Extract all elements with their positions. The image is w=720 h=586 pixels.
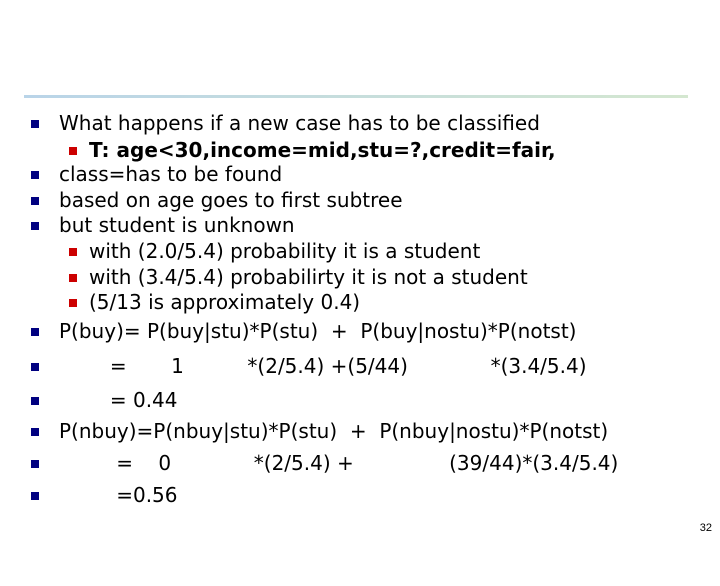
formula-line xyxy=(0,353,587,379)
formula-text: =0.56 xyxy=(59,483,178,507)
square-bullet-icon xyxy=(69,274,77,282)
formula-text: P(nbuy)=P(nbuy|stu)*P(stu) + P(nbuy|nostu)*P(notst) xyxy=(59,419,609,443)
sub-bullet-text: (5/13 is approximately 0.4) xyxy=(89,290,361,314)
sub-bullet-text: with (3.4/5.4) probabilirty it is not a student xyxy=(89,265,528,289)
square-bullet-icon xyxy=(31,171,39,179)
square-bullet-icon xyxy=(31,120,39,128)
sub-bullet-text: with (2.0/5.4) probability it is a student xyxy=(89,239,481,263)
sub-bullet-item xyxy=(0,238,481,264)
formula-text: P(buy)= P(buy|stu)*P(stu) + P(buy|nostu)*P(notst) xyxy=(59,319,577,343)
bullet-item xyxy=(0,110,540,136)
bullet-item xyxy=(0,212,295,238)
sub-bullet-item xyxy=(0,264,528,290)
square-bullet-icon xyxy=(69,147,77,155)
square-bullet-icon xyxy=(69,248,77,256)
formula-line xyxy=(0,318,577,344)
square-bullet-icon xyxy=(31,222,39,230)
bullet-text: What happens if a new case has to be classified xyxy=(59,111,540,135)
square-bullet-icon xyxy=(31,397,39,405)
bullet-text: class=has to be found xyxy=(59,162,283,186)
square-bullet-icon xyxy=(31,363,39,371)
square-bullet-icon xyxy=(31,460,39,468)
square-bullet-icon xyxy=(31,428,39,436)
square-bullet-icon xyxy=(69,299,77,307)
square-bullet-icon xyxy=(31,492,39,500)
bullet-item xyxy=(0,187,403,213)
sub-bullet-item xyxy=(0,289,361,315)
formula-text: = 0.44 xyxy=(59,388,178,412)
square-bullet-icon xyxy=(31,197,39,205)
formula-text: = 0 *(2/5.4) + (39/44)*(3.4/5.4) xyxy=(59,451,619,475)
formula-line xyxy=(0,450,619,476)
page-number: 32 xyxy=(699,522,712,534)
formula-line xyxy=(0,387,178,413)
formula-text: = 1 *(2/5.4) +(5/44) *(3.4/5.4) xyxy=(59,354,587,378)
bullet-item xyxy=(0,161,283,187)
sub-bullet-text: T: age<30,income=mid,stu=?,credit=fair, xyxy=(89,138,556,162)
sub-bullet-item xyxy=(0,137,556,163)
bullet-text: but student is unknown xyxy=(59,213,295,237)
formula-line xyxy=(0,482,178,508)
bullet-text: based on age goes to first subtree xyxy=(59,188,403,212)
formula-line xyxy=(0,418,609,444)
square-bullet-icon xyxy=(31,328,39,336)
